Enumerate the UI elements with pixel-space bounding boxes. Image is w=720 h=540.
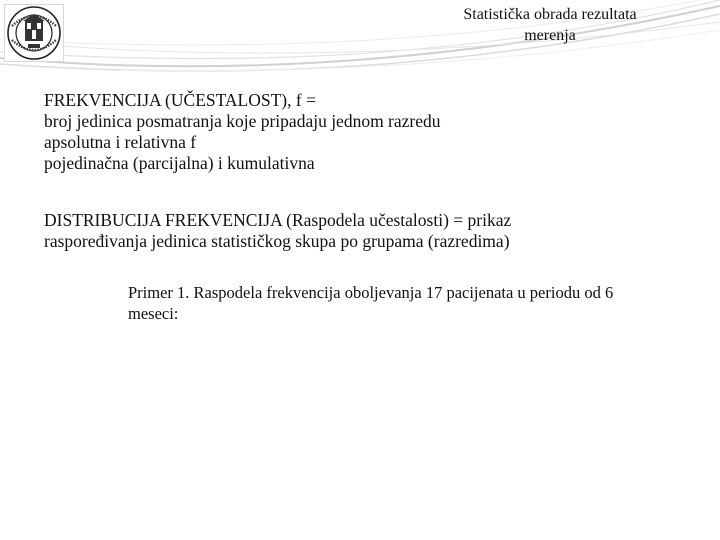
body-line: broj jedinica posmatranja koje pripadaju jednom razredu [44,111,441,131]
body-line: pojedinačna (parcijalna) i kumulativna [44,153,315,173]
university-seal-icon [4,4,64,62]
example-line: meseci: [128,304,179,323]
body-line: raspoređivanja jedinica statističkog skupa po grupama (razredima) [44,231,510,251]
example-line: Primer 1. Raspodela frekvencija oboljevanja 17 pacijenata u periodu od 6 [128,283,614,302]
body-line: FREKVENCIJA (UČESTALOST), f = [44,90,316,110]
title-line-1: Statistička obrada rezultata [463,6,637,23]
example-paragraph [128,282,688,324]
slide-title [400,4,700,46]
body-line: DISTRIBUCIJA FREKVENCIJA (Raspodela učestalosti) = prikaz [44,210,512,230]
frequency-definition-block [44,90,441,174]
body-line: apsolutna i relativna f [44,132,197,152]
distribution-definition-block [44,210,511,252]
title-line-2: merenja [524,27,576,44]
